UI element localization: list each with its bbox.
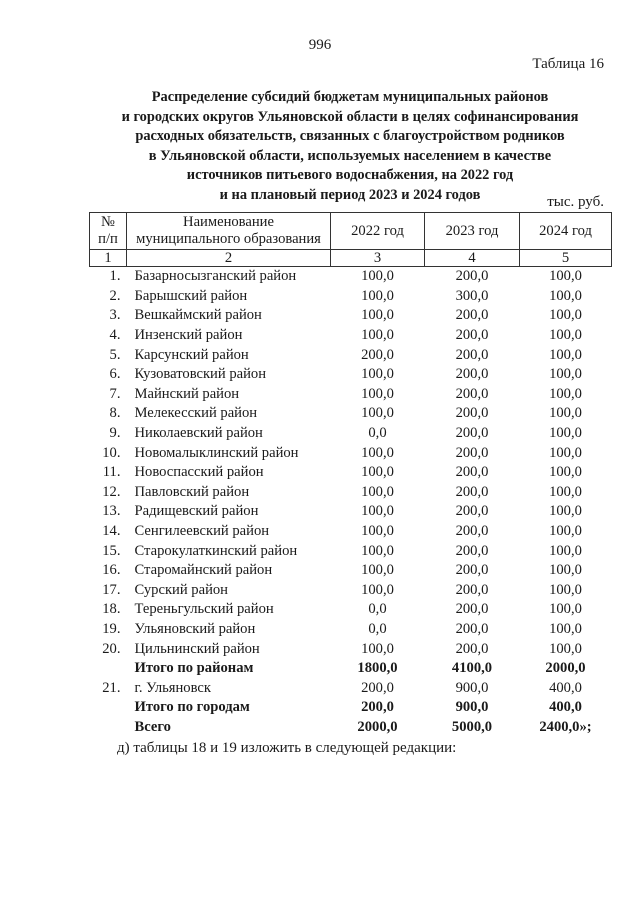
row-name: Новомалыклинский район	[134, 444, 299, 461]
value-2023: 200,0	[455, 542, 489, 559]
row-number: 8.	[109, 405, 121, 422]
table-row	[90, 404, 612, 424]
value-2022: 100,0	[361, 385, 394, 402]
value-2023: 300,0	[455, 287, 489, 304]
column-number: 2	[127, 250, 331, 267]
value-2022: 200,0	[361, 346, 394, 363]
document-title	[90, 88, 610, 206]
table-row	[90, 522, 612, 542]
table-row	[90, 443, 612, 463]
value-2023: 200,0	[455, 640, 489, 657]
value-2023: 200,0	[455, 385, 489, 402]
table-row	[90, 345, 612, 365]
value-2023: 4100,0	[451, 660, 493, 677]
value-2024: 100,0	[549, 542, 582, 559]
value-2022: 100,0	[361, 640, 394, 657]
value-2022: 100,0	[361, 268, 394, 285]
title-line: в Ульяновской области, используемых населением в качестве	[148, 147, 552, 164]
row-name: г. Ульяновск	[134, 679, 211, 696]
row-name: Павловский район	[134, 483, 250, 500]
table-row	[90, 561, 612, 581]
value-2023: 200,0	[455, 327, 489, 344]
value-2022: 100,0	[361, 287, 394, 304]
value-2023: 200,0	[455, 562, 489, 579]
header-2023: 2023 год	[425, 213, 520, 250]
value-2022: 100,0	[361, 483, 394, 500]
row-name: Всего	[134, 718, 171, 735]
row-name: Старокулаткинский район	[134, 542, 298, 559]
row-number: 6.	[109, 366, 121, 383]
row-name: Инзенский район	[134, 327, 243, 344]
header-2024: 2024 год	[520, 213, 612, 250]
table-label: Таблица 16	[532, 56, 604, 72]
value-2022: 200,0	[361, 699, 394, 716]
table-row	[90, 306, 612, 326]
value-2023: 200,0	[455, 425, 489, 442]
value-2024: 100,0	[549, 385, 582, 402]
table-row	[90, 639, 612, 659]
value-2024: 100,0	[549, 620, 582, 637]
row-number: 16.	[102, 562, 121, 579]
value-2023: 5000,0	[451, 718, 493, 735]
value-2024: 100,0	[549, 483, 582, 500]
value-2023: 200,0	[455, 405, 489, 422]
table-row	[90, 678, 612, 698]
row-name: Майнский район	[134, 385, 240, 402]
row-number: 4.	[109, 327, 121, 344]
value-2024: 100,0	[549, 601, 582, 618]
value-2023: 200,0	[455, 307, 489, 324]
column-number: 3	[331, 250, 425, 267]
row-name: Николаевский район	[134, 425, 263, 442]
value-2023: 200,0	[455, 503, 489, 520]
value-2024: 100,0	[549, 581, 582, 598]
value-2024: 100,0	[549, 327, 582, 344]
value-2022: 100,0	[361, 307, 394, 324]
table-row	[90, 581, 612, 601]
title-line: источников питьевого водоснабжения, на 2022 год	[186, 167, 514, 184]
value-2022: 0,0	[368, 601, 387, 618]
row-number: 9.	[109, 425, 121, 442]
value-2022: 0,0	[368, 620, 387, 637]
title-line: Распределение субсидий бюджетам муниципальных районов	[151, 89, 549, 105]
value-2022: 100,0	[361, 444, 394, 461]
row-number: 1.	[109, 268, 121, 285]
row-number: 20.	[102, 640, 121, 657]
row-number: 19.	[102, 620, 121, 637]
row-name: Кузоватовский район	[134, 366, 267, 383]
value-2023: 200,0	[455, 620, 489, 637]
row-number: 13.	[102, 503, 121, 520]
column-number: 1	[90, 250, 127, 267]
column-number: 5	[520, 250, 612, 267]
row-name: Базарносызганский район	[134, 268, 297, 285]
row-name: Тереньгульский район	[134, 601, 274, 618]
value-2023: 200,0	[455, 601, 489, 618]
value-2023: 200,0	[455, 366, 489, 383]
value-2024: 100,0	[549, 307, 582, 324]
row-name: Ульяновский район	[134, 620, 256, 637]
row-name: Барышский район	[134, 287, 248, 304]
row-name: Вешкаймский район	[134, 307, 262, 324]
row-name: Карсунский район	[134, 346, 249, 363]
table-row	[90, 365, 612, 385]
table-row	[90, 502, 612, 522]
row-number: 10.	[102, 444, 121, 461]
footer-text: д) таблицы 18 и 19 изложить в следующей редакции:	[117, 740, 457, 756]
table-row	[90, 463, 612, 483]
value-2024: 100,0	[549, 287, 582, 304]
row-number: 5.	[109, 346, 121, 363]
table-row	[90, 718, 612, 738]
table-body	[90, 267, 612, 738]
value-2022: 0,0	[368, 425, 387, 442]
row-name: Старомайнский район	[134, 562, 273, 579]
column-number: 4	[425, 250, 520, 267]
value-2022: 100,0	[361, 523, 394, 540]
value-2023: 200,0	[455, 483, 489, 500]
header-num: № п/п	[90, 213, 127, 250]
table-row	[90, 287, 612, 307]
table-row	[90, 659, 612, 679]
units-label: тыс. руб.	[547, 194, 604, 210]
table-row	[90, 541, 612, 561]
value-2024: 100,0	[549, 405, 582, 422]
row-number: 3.	[109, 307, 121, 324]
row-number: 21.	[102, 679, 121, 696]
row-number	[90, 659, 127, 679]
row-number: 15.	[102, 542, 121, 559]
value-2022: 100,0	[361, 366, 394, 383]
value-2024: 400,0	[549, 679, 582, 696]
value-2023: 900,0	[455, 699, 489, 716]
row-number: 2.	[109, 287, 121, 304]
page-number: 996	[308, 37, 332, 53]
value-2022: 2000,0	[357, 718, 398, 735]
value-2024: 100,0	[549, 464, 582, 481]
row-number	[90, 698, 127, 718]
value-2023: 200,0	[455, 346, 489, 363]
table-row	[90, 326, 612, 346]
value-2024: 100,0	[549, 503, 582, 520]
row-name: Сенгилеевский район	[134, 523, 270, 540]
value-2023: 200,0	[455, 268, 489, 285]
value-2024: 100,0	[549, 268, 582, 285]
row-name: Новоспасский район	[134, 464, 264, 481]
title-line: и на плановый период 2023 и 2024 годов	[219, 186, 481, 203]
value-2024: 100,0	[549, 425, 582, 442]
table-row	[90, 424, 612, 444]
value-2024: 100,0	[549, 444, 582, 461]
table-row	[90, 385, 612, 405]
value-2024: 100,0	[549, 523, 582, 540]
row-number: 17.	[102, 581, 121, 598]
row-name: Сурский район	[134, 581, 228, 598]
value-2023: 200,0	[455, 523, 489, 540]
value-2022: 100,0	[361, 503, 394, 520]
subsidies-table	[89, 212, 612, 737]
value-2023: 900,0	[455, 679, 489, 696]
row-number: 12.	[102, 483, 121, 500]
row-number	[90, 718, 127, 738]
value-2024: 400,0	[549, 699, 582, 716]
row-name: Итого по городам	[134, 699, 250, 716]
value-2022: 200,0	[361, 679, 394, 696]
header-row	[90, 213, 612, 250]
header-name: Наименование муниципального образования	[127, 213, 331, 250]
value-2024: 2400,0»;	[539, 718, 592, 735]
value-2023: 200,0	[455, 581, 489, 598]
row-number: 7.	[109, 385, 121, 402]
row-name: Итого по районам	[134, 660, 254, 677]
title-line: и городских округов Ульяновской области в целях софинансирования	[121, 108, 579, 125]
table-row	[90, 600, 612, 620]
row-name: Цильнинский район	[134, 640, 260, 657]
value-2024: 100,0	[549, 640, 582, 657]
row-number: 18.	[102, 601, 121, 618]
header-2022: 2022 год	[331, 213, 425, 250]
row-name: Мелекесский район	[134, 405, 258, 422]
table-row	[90, 483, 612, 503]
value-2022: 1800,0	[357, 660, 398, 677]
value-2023: 200,0	[455, 444, 489, 461]
value-2022: 100,0	[361, 464, 394, 481]
value-2024: 2000,0	[545, 660, 586, 677]
value-2022: 100,0	[361, 562, 394, 579]
row-number: 14.	[102, 523, 121, 540]
value-2022: 100,0	[361, 542, 394, 559]
value-2024: 100,0	[549, 366, 582, 383]
value-2024: 100,0	[549, 346, 582, 363]
column-numbers-row	[90, 250, 612, 267]
table-row	[90, 267, 612, 287]
value-2022: 100,0	[361, 327, 394, 344]
row-name: Радищевский район	[134, 503, 259, 520]
title-line: расходных обязательств, связанных с благоустройством родников	[135, 128, 565, 145]
value-2022: 100,0	[361, 581, 394, 598]
row-number: 11.	[102, 464, 121, 481]
value-2022: 100,0	[361, 405, 394, 422]
value-2023: 200,0	[455, 464, 489, 481]
value-2024: 100,0	[549, 562, 582, 579]
table-row	[90, 620, 612, 640]
table-row	[90, 698, 612, 718]
